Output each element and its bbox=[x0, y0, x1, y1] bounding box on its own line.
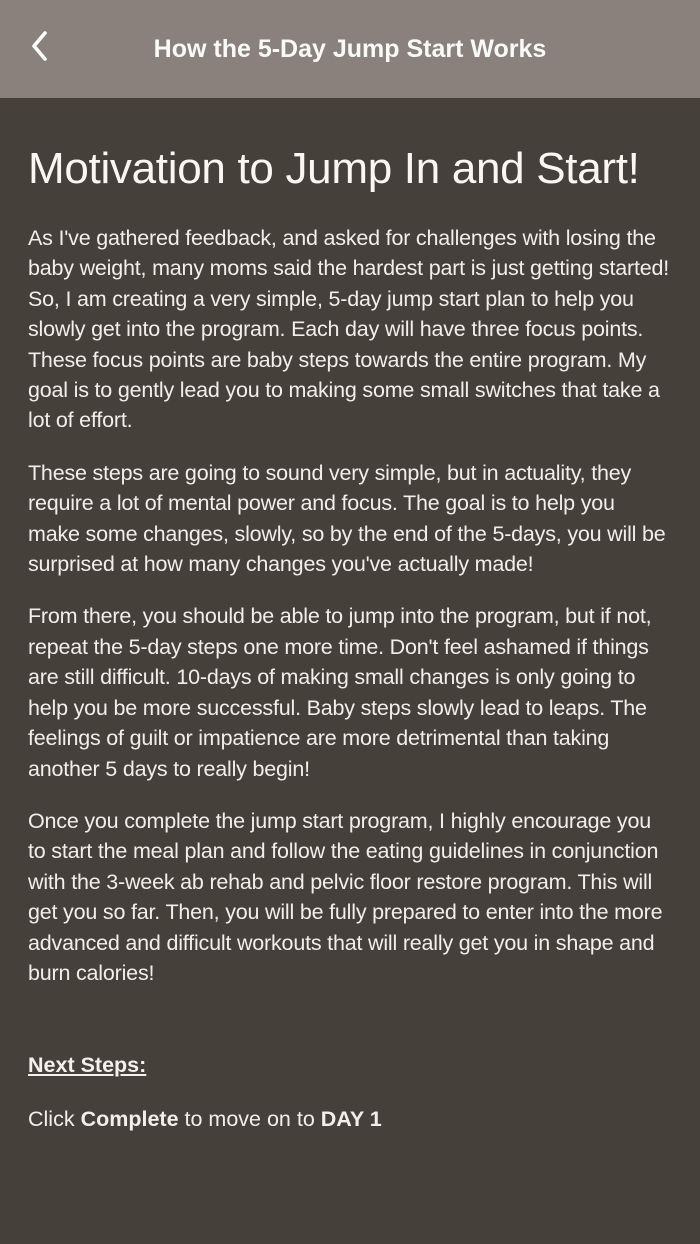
next-steps-heading: Next Steps: bbox=[28, 1053, 147, 1078]
paragraph-1: As I've gathered feedback, and asked for challenges with losing the baby weight, many moms said the hardest part is just getting started! So, I am creating a very simple, 5-day jump start plan to help you slowly get into the program. Each day will have three focus points. These focus points are baby steps towards the entire program. My goal is to gently lead you to making some small switches that take a lot of effort. bbox=[28, 226, 670, 433]
paragraph-4: Once you complete the jump start program, I highly encourage you to start the meal plan and follow the eating guidelines in conjunction with the 3-week ab rehab and pelvic floor restore program. This will get you so far. Then, you will be fully prepared to enter into the more advanced and difficult workouts that will really get you in shape and burn calories! bbox=[28, 808, 663, 985]
instruction-prefix: Click bbox=[28, 1107, 81, 1132]
top-nav-bar bbox=[0, 0, 700, 98]
paragraph-2: These steps are going to sound very simple, but in actuality, they require a lot of mental power and focus. The goal is to help you make some changes, slowly, so by the end of the 5-days, you will be surprised at how many changes you've actually made! bbox=[28, 460, 666, 577]
next-steps-instruction bbox=[28, 1104, 672, 1134]
instruction-middle: to move on to bbox=[178, 1107, 321, 1132]
article-content bbox=[0, 98, 700, 1134]
day-label: DAY 1 bbox=[320, 1107, 382, 1132]
page-title: Motivation to Jump In and Start! bbox=[28, 144, 640, 193]
complete-label: Complete bbox=[80, 1107, 179, 1132]
paragraph-3: From there, you should be able to jump into the program, but if not, repeat the 5-day steps one more time. Don't feel ashamed if things are still difficult. 10-days of making small changes is only going to help you be more successful. Baby steps slowly lead to leaps. The feelings of guilt or impatience are more detrimental than taking another 5 days to really begin! bbox=[28, 604, 652, 781]
header-title: How the 5-Day Jump Start Works bbox=[153, 35, 547, 63]
